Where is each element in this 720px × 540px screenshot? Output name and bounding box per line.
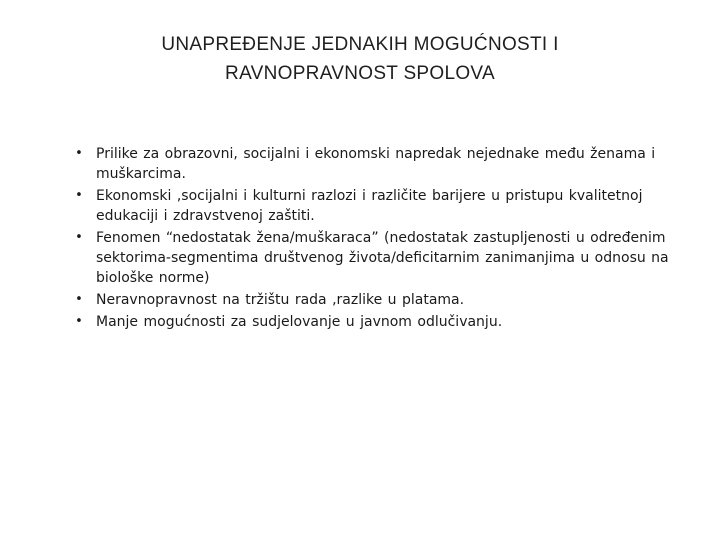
bullet-icon: • bbox=[75, 292, 83, 307]
bullet-icon: • bbox=[75, 314, 83, 329]
list-item bbox=[72, 312, 682, 332]
slide-title bbox=[60, 30, 660, 88]
bullet-list bbox=[72, 144, 682, 334]
bullet-text: Manje mogućnosti za sudjelovanje u javnom odlučivanju. bbox=[96, 314, 503, 330]
bullet-icon: • bbox=[75, 146, 83, 161]
bullet-icon: • bbox=[75, 188, 83, 203]
list-item bbox=[72, 144, 682, 184]
title-line-1: UNAPREĐENJE JEDNAKIH MOGUĆNOSTI I bbox=[161, 34, 559, 55]
list-item bbox=[72, 228, 682, 288]
bullet-text: Ekonomski ,socijalni i kulturni razlozi i različite barijere u pristupu kvalitetnoj edukaciji i zdravstvenoj zaštiti. bbox=[96, 188, 643, 224]
title-line-2: RAVNOPRAVNOST SPOLOVA bbox=[225, 63, 495, 84]
bullet-text: Prilike za obrazovni, socijalni i ekonomski napredak nejednake među ženama i muškarcima. bbox=[96, 146, 656, 182]
bullet-text: Fenomen “nedostatak žena/muškaraca” (nedostatak zastupljenosti u određenim sektorima-segmentima društvenog života/deficitarnim zanimanjima u odnosu na biološke norme) bbox=[96, 230, 669, 286]
list-item bbox=[72, 290, 682, 310]
bullet-text: Neravnopravnost na tržištu rada ,razlike u platama. bbox=[96, 292, 465, 308]
list-item bbox=[72, 186, 682, 226]
bullet-icon: • bbox=[75, 230, 83, 245]
